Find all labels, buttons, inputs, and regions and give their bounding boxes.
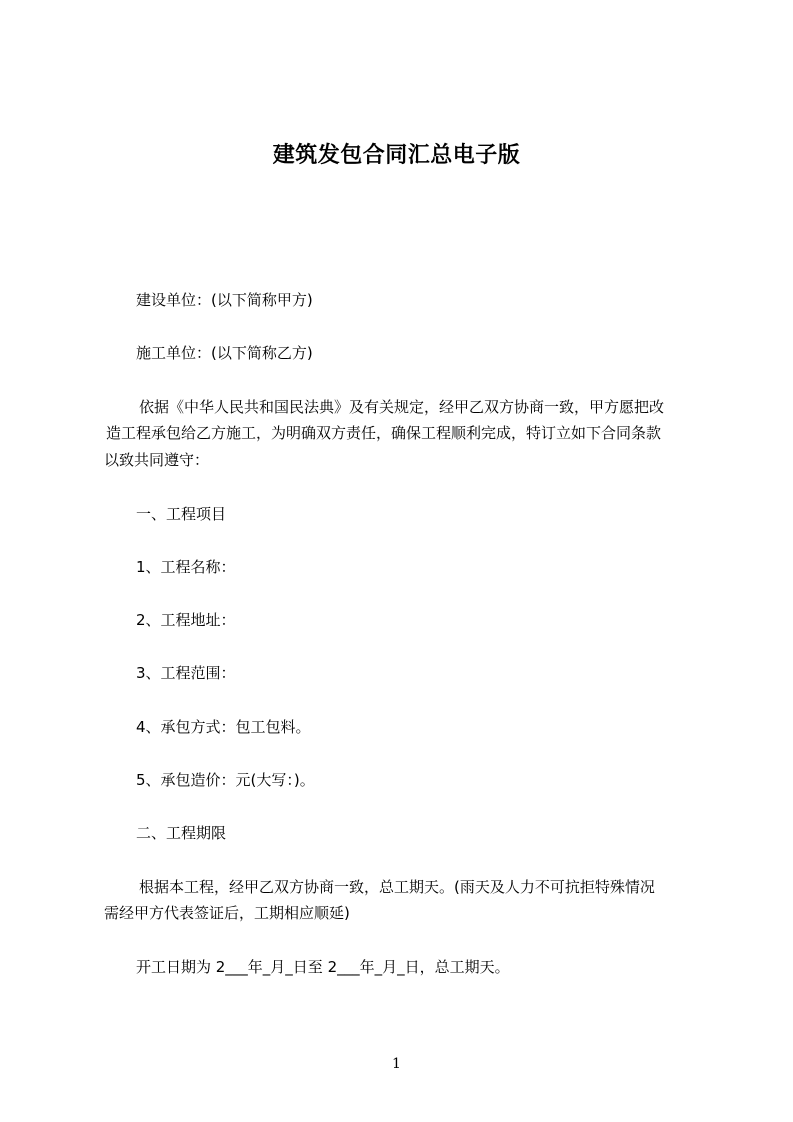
party-a-line: 建设单位：(以下简称甲方) (136, 291, 313, 309)
item-project-address: 2、工程地址： (136, 611, 236, 629)
start-end-dates-line: 开工日期为 2___年_月_日至 2___年_月_日，总工期天。 (136, 958, 510, 976)
item-contract-price: 5、承包造价：元(大写：)。 (136, 771, 315, 789)
page-number: 1 (392, 1056, 401, 1072)
item-project-scope: 3、工程范围： (136, 664, 236, 682)
schedule-para-line-1: 根据本工程，经甲乙双方协商一致，总工期天。(雨天及人力不可抗拒特殊情况 (139, 878, 655, 896)
schedule-para-line-2: 需经甲方代表签证后，工期相应顺延) (104, 904, 350, 922)
section-2-heading: 二、工程期限 (136, 824, 227, 842)
intro-line-2: 造工程承包给乙方施工，为明确双方责任，确保工程顺利完成，特订立如下合同条款 (106, 424, 662, 442)
intro-line-1: 依据《中华人民共和国民法典》及有关规定，经甲乙双方协商一致，甲方愿把改 (139, 398, 665, 416)
item-contract-method: 4、承包方式：包工包料。 (136, 718, 311, 736)
intro-line-3: 以致共同遵守： (104, 451, 210, 469)
party-b-line: 施工单位：(以下简称乙方) (136, 344, 313, 362)
item-project-name: 1、工程名称： (136, 558, 236, 576)
document-title: 建筑发包合同汇总电子版 (272, 143, 521, 168)
section-1-heading: 一、工程项目 (136, 505, 227, 523)
